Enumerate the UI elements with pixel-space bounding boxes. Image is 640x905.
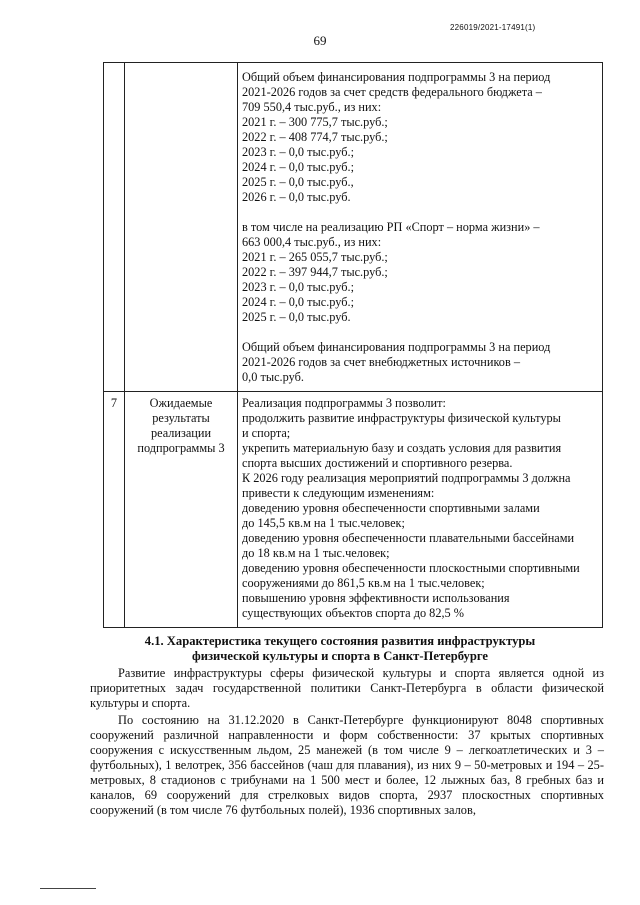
text-line: результаты (152, 411, 210, 425)
text-line: до 145,5 кв.м на 1 тыс.человек; (242, 516, 405, 530)
document-id: 226019/2021-17491(1) (450, 23, 536, 32)
text-line: и спорта; (242, 426, 291, 440)
heading-line: физической культуры и спорта в Санкт-Петербурге (192, 649, 488, 663)
text-line: 2021 г. – 300 775,7 тыс.руб.; (242, 115, 388, 129)
text-line: Общий объем финансирования подпрограммы 3 на период (242, 340, 551, 354)
table-cell-content (238, 392, 603, 628)
text-line: доведению уровня обеспеченности спортивными залами (242, 501, 540, 515)
table-row (104, 63, 603, 392)
text-line: доведению уровня обеспеченности плоскостными спортивными (242, 561, 580, 575)
text-line: укрепить материальную базу и создать условия для развития (242, 441, 562, 455)
text-line: 2025 г. – 0,0 тыс.руб. (242, 310, 351, 324)
text-line: 2022 г. – 408 774,7 тыс.руб.; (242, 130, 388, 144)
table-cell-number (104, 392, 125, 628)
body-text (90, 666, 604, 820)
text-line: 2023 г. – 0,0 тыс.руб.; (242, 280, 355, 294)
table-cell-content (238, 63, 603, 392)
text-line: К 2026 году реализация мероприятий подпрограммы 3 должна (242, 471, 571, 485)
text-line: 2026 г. – 0,0 тыс.руб. (242, 190, 351, 204)
text-line: 709 550,4 тыс.руб., из них: (242, 100, 382, 114)
text-line: спорта высших достижений и спортивного резерва. (242, 456, 513, 470)
financing-text (238, 63, 602, 391)
text-line: 2021 г. – 265 055,7 тыс.руб.; (242, 250, 388, 264)
text-line: 2023 г. – 0,0 тыс.руб.; (242, 145, 355, 159)
text-line: Общий объем финансирования подпрограммы 3 на период (242, 70, 551, 84)
row-label (125, 392, 237, 460)
text-line: сооружениями до 861,5 кв.м на 1 тыс.человек; (242, 576, 485, 590)
blank-line (242, 325, 598, 340)
table-cell-label (125, 63, 238, 392)
text-line: до 18 кв.м на 1 тыс.человек; (242, 546, 390, 560)
text-line: в том числе на реализацию РП «Спорт – норма жизни» – (242, 220, 540, 234)
text-line: Ожидаемые (149, 396, 213, 410)
section-heading (68, 634, 612, 664)
row-number: 7 (110, 396, 118, 410)
text-line: 2024 г. – 0,0 тыс.руб.; (242, 295, 355, 309)
expected-results-text (238, 392, 602, 627)
footer-divider (40, 888, 96, 889)
paragraph: Развитие инфраструктуры сферы физической культуры и спорта является одной из приоритетных задач государственной политики Санкт-Петербурга в области физической культуры и спорта. (90, 666, 604, 710)
text-line: Реализация подпрограммы 3 позволит: (242, 396, 446, 410)
table-cell-label (125, 392, 238, 628)
text-line: 0,0 тыс.руб. (242, 370, 304, 384)
text-line: 663 000,4 тыс.руб., из них: (242, 235, 382, 249)
table-row (104, 392, 603, 628)
text-line: доведению уровня обеспеченности плавательными бассейнами (242, 531, 575, 545)
text-line: существующих объектов спорта до 82,5 % (242, 606, 465, 620)
text-line: 2022 г. – 397 944,7 тыс.руб.; (242, 265, 388, 279)
paragraph: По состоянию на 31.12.2020 в Санкт-Петербурге функционируют 8048 спортивных сооружений различной направленности и форм собственности: 37 крытых спортивных сооружения с искусственным льдом, 25 манежей (в том числе 9 – легкоатлетических и 3 – футбольных), 1 велотрек, 356 бассейнов (чаш для плавания), из них 9 – 50-метровых и 194 – 25-метровых, 8 стадионов с трибунами на 1 500 мест и более, 12 лыжных баз, 8 гребных баз и каналов, 69 сооружений для стрелковых видов спорта, 2937 плоскостных спортивных сооружений (в том числе 76 футбольных полей), 1936 спортивных залов, (90, 713, 604, 817)
heading-line: 4.1. Характеристика текущего состояния развития инфраструктуры (144, 634, 536, 648)
text-line: привести к следующим изменениям: (242, 486, 435, 500)
text-line: 2025 г. – 0,0 тыс.руб., (242, 175, 354, 189)
text-line: продолжить развитие инфраструктуры физической культуры (242, 411, 561, 425)
blank-line (242, 205, 598, 220)
page-number: 69 (313, 33, 327, 48)
text-line: 2021-2026 годов за счет средств федерального бюджета – (242, 85, 542, 99)
text-line: подпрограммы 3 (137, 441, 225, 455)
text-line: 2021-2026 годов за счет внебюджетных источников – (242, 355, 520, 369)
text-line: реализации (150, 426, 212, 440)
subprogram-table (103, 62, 603, 628)
text-line: 2024 г. – 0,0 тыс.руб.; (242, 160, 355, 174)
table-cell-number (104, 63, 125, 392)
text-line: повышению уровня эффективности использования (242, 591, 510, 605)
